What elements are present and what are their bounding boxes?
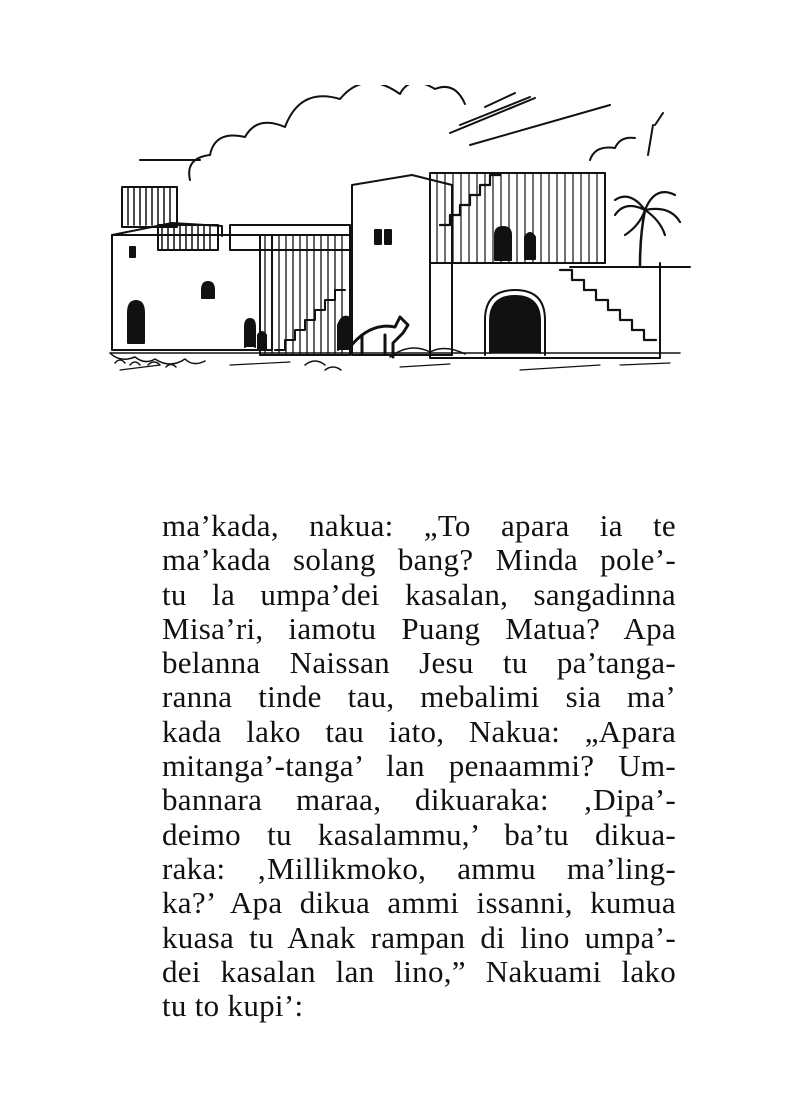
text-line: tu to kupi’:	[162, 988, 304, 1024]
text-line: ma’kada, nakua: „To apara ia te	[162, 508, 676, 543]
text-line: bannara maraa, dikuaraka: ‚Dipa’-	[162, 782, 676, 818]
text-line: deimo tu kasalammu,’ ba’tu dikua-	[162, 816, 676, 852]
text-line: ka?’ Apa dikua ammi issanni, kumua	[162, 885, 676, 921]
text-line: Misa’ri, iamotu Puang Matua? Apa	[162, 610, 676, 646]
text-line: belanna Naissan Jesu tu pa’tanga-	[162, 645, 676, 681]
village-scene-icon	[100, 85, 700, 395]
text-line: ranna tinde tau, mebalimi sia ma’	[162, 679, 676, 715]
text-line: raka: ‚Millikmoko, ammu ma’ling-	[162, 850, 676, 886]
body-paragraph	[162, 509, 676, 1023]
text-line: ma’kada solang bang? Minda pole’-	[162, 542, 676, 578]
text-line: dei kasalan lan lino,” Nakuami lako	[162, 953, 676, 989]
text-line: kuasa tu Anak rampan di lino umpa’-	[162, 919, 676, 955]
text-line: kada lako tau iato, Nakua: „Apara	[162, 713, 676, 749]
text-line: tu la umpa’dei kasalan, sangadinna	[162, 576, 676, 612]
village-illustration	[100, 85, 700, 395]
text-line: mitanga’-tanga’ lan penaammi? Um-	[162, 748, 676, 784]
